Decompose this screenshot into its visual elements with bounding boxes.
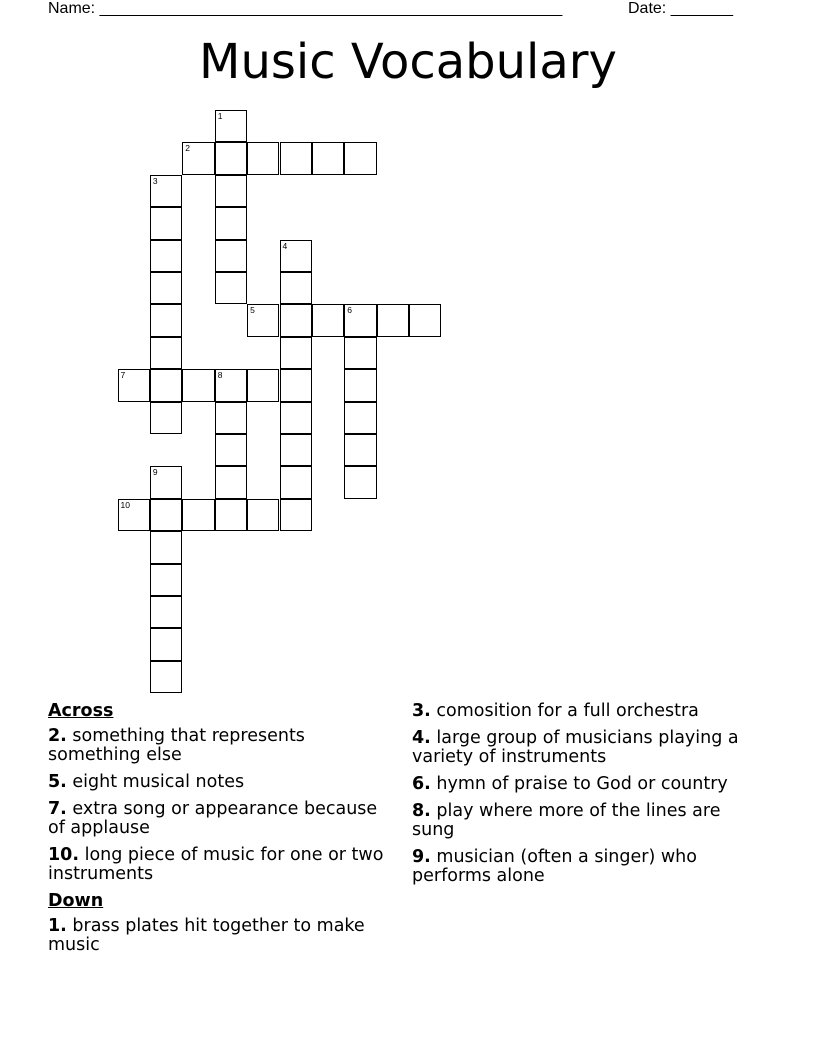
clue-item xyxy=(412,702,757,721)
grid-cell[interactable] xyxy=(344,402,376,434)
grid-cell[interactable] xyxy=(182,499,214,531)
grid-cell[interactable] xyxy=(344,142,376,174)
clue-number-label: 3 xyxy=(152,175,158,186)
clue-number-label: 7 xyxy=(120,370,126,381)
clue-text: comosition for a full orchestra xyxy=(430,701,699,721)
grid-cell[interactable] xyxy=(215,434,247,466)
clue-number: 10. xyxy=(48,845,80,865)
grid-cell[interactable] xyxy=(150,175,182,207)
grid-cell[interactable] xyxy=(344,337,376,369)
grid-cell[interactable] xyxy=(215,142,247,174)
clue-number: 3. xyxy=(412,701,431,721)
clue-number-label: 10 xyxy=(120,499,130,510)
clue-text: large group of musicians playing a variety of instruments xyxy=(412,728,739,767)
clue-number-label: 5 xyxy=(250,305,255,316)
grid-cell[interactable] xyxy=(280,434,312,466)
grid-cell[interactable] xyxy=(247,369,279,401)
grid-cell[interactable] xyxy=(280,499,312,531)
grid-cell[interactable] xyxy=(150,466,182,498)
clue-number: 6. xyxy=(412,774,431,794)
clue-number-label: 2 xyxy=(185,143,191,154)
clues-right-column xyxy=(412,702,757,894)
grid-cell[interactable] xyxy=(215,499,247,531)
grid-cell[interactable] xyxy=(150,304,182,336)
clue-item xyxy=(412,848,757,886)
clue-text: long piece of music for one or two instruments xyxy=(48,845,384,884)
grid-cell[interactable] xyxy=(150,207,182,239)
clue-section-heading: Down xyxy=(48,891,104,911)
clue-number: 5. xyxy=(48,772,67,792)
grid-cell[interactable] xyxy=(215,272,247,304)
grid-cell[interactable] xyxy=(215,369,247,401)
grid-cell[interactable] xyxy=(215,466,247,498)
grid-cell[interactable] xyxy=(215,240,247,272)
grid-cell[interactable] xyxy=(150,531,182,563)
grid-cell[interactable] xyxy=(150,369,182,401)
grid-cell[interactable] xyxy=(247,499,279,531)
clue-number: 9. xyxy=(412,847,431,867)
grid-cell[interactable] xyxy=(150,240,182,272)
grid-cell[interactable] xyxy=(280,240,312,272)
grid-cell[interactable] xyxy=(280,369,312,401)
clue-item xyxy=(48,917,393,955)
clue-number-label: 8 xyxy=(217,370,223,381)
grid-cell[interactable] xyxy=(215,207,247,239)
grid-cell[interactable] xyxy=(118,369,150,401)
clue-item xyxy=(48,800,393,838)
clue-text: eight musical notes xyxy=(66,772,245,792)
grid-cell[interactable] xyxy=(118,499,150,531)
clue-text: something that represents something else xyxy=(48,726,305,765)
grid-cell[interactable] xyxy=(150,628,182,660)
clue-text: musician (often a singer) who performs alone xyxy=(412,847,697,886)
grid-cell[interactable] xyxy=(409,304,441,336)
grid-cell[interactable] xyxy=(280,402,312,434)
grid-cell[interactable] xyxy=(344,466,376,498)
grid-cell[interactable] xyxy=(280,272,312,304)
clue-number: 8. xyxy=(412,801,431,821)
grid-cell[interactable] xyxy=(150,596,182,628)
clue-text: extra song or appearance because of applause xyxy=(48,799,378,838)
clue-section-heading: Across xyxy=(48,701,114,721)
grid-cell[interactable] xyxy=(182,369,214,401)
grid-cell[interactable] xyxy=(150,337,182,369)
grid-cell[interactable] xyxy=(344,369,376,401)
clue-number: 2. xyxy=(48,726,67,746)
clue-number-label: 4 xyxy=(282,240,288,251)
grid-cell[interactable] xyxy=(215,402,247,434)
clue-item xyxy=(48,846,393,884)
grid-cell[interactable] xyxy=(215,110,247,142)
clue-text: brass plates hit together to make music xyxy=(48,916,365,955)
clue-item xyxy=(48,773,393,792)
clue-text: hymn of praise to God or country xyxy=(430,774,728,794)
grid-cell[interactable] xyxy=(312,304,344,336)
grid-cell[interactable] xyxy=(150,402,182,434)
clue-item xyxy=(412,775,757,794)
grid-cell[interactable] xyxy=(247,142,279,174)
clue-number-label: 9 xyxy=(152,467,158,478)
name-field[interactable]: Name: ____________________________________________________ xyxy=(48,0,563,17)
clue-item xyxy=(412,729,757,767)
grid-cell[interactable] xyxy=(280,142,312,174)
grid-cell[interactable] xyxy=(150,499,182,531)
clue-number: 1. xyxy=(48,916,67,936)
grid-cell[interactable] xyxy=(280,466,312,498)
grid-cell[interactable] xyxy=(215,175,247,207)
clue-number-label: 6 xyxy=(347,305,353,316)
clue-number: 4. xyxy=(412,728,431,748)
clue-text: play where more of the lines are sung xyxy=(412,801,721,840)
clue-item xyxy=(412,802,757,840)
grid-cell[interactable] xyxy=(377,304,409,336)
grid-cell[interactable] xyxy=(150,661,182,693)
grid-cell[interactable] xyxy=(280,304,312,336)
grid-cell[interactable] xyxy=(280,337,312,369)
clues-left-column xyxy=(48,702,393,963)
grid-cell[interactable] xyxy=(182,142,214,174)
clue-item xyxy=(48,727,393,765)
grid-cell[interactable] xyxy=(312,142,344,174)
page-title: Music Vocabulary xyxy=(199,34,617,90)
grid-cell[interactable] xyxy=(344,434,376,466)
grid-cell[interactable] xyxy=(344,304,376,336)
grid-cell[interactable] xyxy=(150,272,182,304)
clue-number: 7. xyxy=(48,799,67,819)
grid-cell[interactable] xyxy=(247,304,279,336)
date-field[interactable]: Date: _______ xyxy=(628,0,733,17)
clue-number-label: 1 xyxy=(217,111,223,121)
grid-cell[interactable] xyxy=(150,564,182,596)
